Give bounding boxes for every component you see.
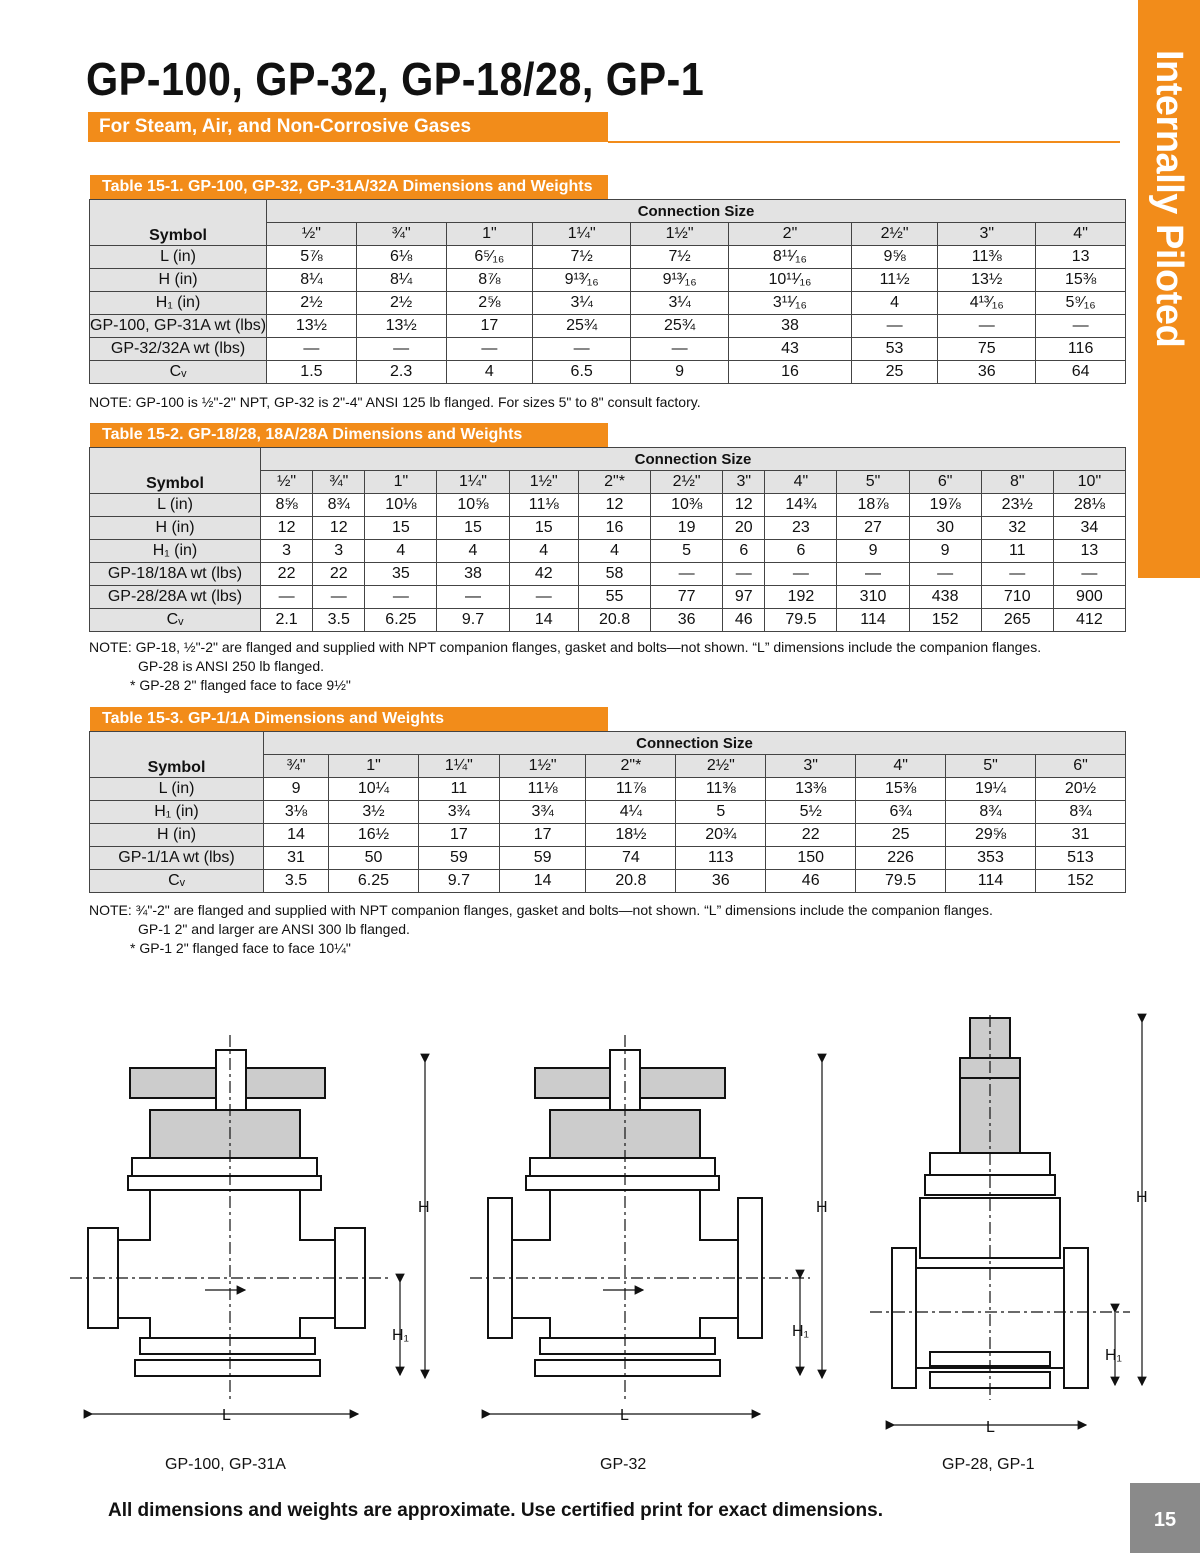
- table3-cell: 36: [676, 870, 766, 893]
- table-row: [90, 870, 1126, 893]
- table2-cell: 12: [313, 517, 365, 540]
- table3-size-header: 2½": [676, 755, 766, 778]
- table-row: [90, 801, 1126, 824]
- table2-cell: 438: [909, 586, 981, 609]
- table3-cell: 11⅜: [676, 778, 766, 801]
- table3-cell: 31: [1035, 824, 1125, 847]
- table3-cell: 3½: [329, 801, 419, 824]
- table2-cell: —: [837, 563, 909, 586]
- table2-cell: —: [981, 563, 1053, 586]
- table2-cell: 16: [578, 517, 650, 540]
- footer-disclaimer: All dimensions and weights are approximate. Use certified print for exact dimensions.: [108, 1500, 883, 1521]
- side-tab-label: Internally Piloted: [1148, 50, 1190, 348]
- table3-cell: 25: [856, 824, 946, 847]
- table3-cell: 5½: [766, 801, 856, 824]
- table2-size-header: 4": [765, 471, 837, 494]
- table2-size-header: 2"*: [578, 471, 650, 494]
- table3-cell: 74: [586, 847, 676, 870]
- table1-cell: 4¹³⁄₁₆: [938, 292, 1036, 315]
- table2-cell: 22: [261, 563, 313, 586]
- table-row: [90, 361, 1126, 384]
- table3-size-header: 6": [1035, 755, 1125, 778]
- table2-cell: 14¾: [765, 494, 837, 517]
- table2-cell: 3.5: [313, 609, 365, 632]
- table2-cell: —: [313, 586, 365, 609]
- table2-cell: 42: [509, 563, 578, 586]
- table2-cell: 14: [509, 609, 578, 632]
- table2-cell: 97: [723, 586, 765, 609]
- caption-gp100: GP-100, GP-31A: [165, 1456, 286, 1473]
- table1-connection-header: Connection Size: [267, 200, 1126, 223]
- table2-cell: 4: [365, 540, 437, 563]
- table1-row-symbol: H (in): [90, 269, 267, 292]
- table1-cell: 8¹¹⁄₁₆: [729, 246, 852, 269]
- table1-cell: 3¼: [533, 292, 631, 315]
- table1-cell: 16: [729, 361, 852, 384]
- table1-cell: 6⁵⁄₁₆: [446, 246, 533, 269]
- table1-cell: 8¼: [267, 269, 357, 292]
- table1-cell: 64: [1036, 361, 1126, 384]
- gp100-h1-label: H₁: [392, 1327, 409, 1344]
- table2-cell: 265: [981, 609, 1053, 632]
- table2-size-header: 8": [981, 471, 1053, 494]
- table3-size-header: 2"*: [586, 755, 676, 778]
- table3-cell: 17: [499, 824, 586, 847]
- table3-cell: 11: [418, 778, 499, 801]
- table1-cell: 13½: [267, 315, 357, 338]
- table2-cell: 79.5: [765, 609, 837, 632]
- table1-cell: 5⁹⁄₁₆: [1036, 292, 1126, 315]
- table3-cell: 50: [329, 847, 419, 870]
- table3-note-line1: NOTE: ¾"-2" are flanged and supplied with NPT companion flanges, gasket and bolts—not shown. “L” dimensions include the companion flanges.: [89, 902, 993, 918]
- table1-cell: 1.5: [267, 361, 357, 384]
- table3-size-header: 5": [946, 755, 1036, 778]
- table1-cell: 3¹¹⁄₁₆: [729, 292, 852, 315]
- table1-cell: 11½: [851, 269, 937, 292]
- table1-cell: —: [267, 338, 357, 361]
- table1-cell: 13½: [356, 315, 446, 338]
- table2-size-header: 1¼": [437, 471, 509, 494]
- table2-cell: 77: [651, 586, 723, 609]
- table3-size-header: 3": [766, 755, 856, 778]
- table1-cell: —: [851, 315, 937, 338]
- table2-cell: 6.25: [365, 609, 437, 632]
- table2-cell: —: [909, 563, 981, 586]
- table2-row-symbol: H₁ (in): [90, 540, 261, 563]
- gp28-h-label: H: [1136, 1189, 1148, 1206]
- table1-cell: 15⅜: [1036, 269, 1126, 292]
- table3-cell: 6¾: [856, 801, 946, 824]
- drawing-gp100: [88, 1050, 365, 1376]
- table2-size-header: 3": [723, 471, 765, 494]
- table1-cell: 13: [1036, 246, 1126, 269]
- table1-size-header: 2½": [851, 223, 937, 246]
- table2-size-header: ¾": [313, 471, 365, 494]
- table2-cell: 310: [837, 586, 909, 609]
- table2-cell: 9.7: [437, 609, 509, 632]
- table1-cell: 25¾: [533, 315, 631, 338]
- table2-cell: 6: [723, 540, 765, 563]
- table3-cell: 226: [856, 847, 946, 870]
- table3-caption: Table 15-3. GP-1/1A Dimensions and Weights: [90, 707, 608, 731]
- table2-cell: 23½: [981, 494, 1053, 517]
- table3-cell: 13⅜: [766, 778, 856, 801]
- table1-size-header: 1": [446, 223, 533, 246]
- table3-cell: 152: [1035, 870, 1125, 893]
- table2-cell: 12: [578, 494, 650, 517]
- table1-cell: 9: [631, 361, 729, 384]
- table2-cell: 3: [313, 540, 365, 563]
- table2-cell: 15: [437, 517, 509, 540]
- table1-cell: 53: [851, 338, 937, 361]
- table3-cell: 150: [766, 847, 856, 870]
- table2-cell: —: [723, 563, 765, 586]
- table3-cell: 79.5: [856, 870, 946, 893]
- table2-cell: 10⅛: [365, 494, 437, 517]
- table3-cell: 3⅛: [264, 801, 329, 824]
- page-number: 15: [1130, 1483, 1200, 1553]
- table3-cell: 14: [264, 824, 329, 847]
- gp100-l-label: L: [222, 1407, 231, 1424]
- table2-cell: 55: [578, 586, 650, 609]
- table3-cell: 6.25: [329, 870, 419, 893]
- table2-cell: 27: [837, 517, 909, 540]
- table3-size-header: 1½": [499, 755, 586, 778]
- table2-cell: 4: [437, 540, 509, 563]
- table3-cell: 17: [418, 824, 499, 847]
- table3-row-symbol: H (in): [90, 824, 264, 847]
- table1-row-symbol: L (in): [90, 246, 267, 269]
- table1-size-header: 1¼": [533, 223, 631, 246]
- table2-cell: 46: [723, 609, 765, 632]
- table2-row-symbol: GP-28/28A wt (lbs): [90, 586, 261, 609]
- table2-row-symbol: GP-18/18A wt (lbs): [90, 563, 261, 586]
- table1-cell: 116: [1036, 338, 1126, 361]
- table2-caption: Table 15-2. GP-18/28, 18A/28A Dimensions and Weights: [90, 423, 608, 447]
- table3-note-line3: * GP-1 2" flanged face to face 10¼": [130, 940, 351, 956]
- table2-cell: 15: [509, 517, 578, 540]
- table-row: [90, 847, 1126, 870]
- page-title: GP-100, GP-32, GP-18/28, GP-1: [86, 53, 705, 105]
- table2-cell: 19⅞: [909, 494, 981, 517]
- table3-cell: 114: [946, 870, 1036, 893]
- table2-cell: 3: [261, 540, 313, 563]
- table3-cell: 11⅛: [499, 778, 586, 801]
- table3-cell: 353: [946, 847, 1036, 870]
- table2-cell: 710: [981, 586, 1053, 609]
- table2-cell: 4: [578, 540, 650, 563]
- table1-cell: 3¼: [631, 292, 729, 315]
- table-row: [90, 563, 1126, 586]
- table3-cell: 22: [766, 824, 856, 847]
- table-row: [90, 494, 1126, 517]
- table3-cell: 19¼: [946, 778, 1036, 801]
- table2-cell: 8⅝: [261, 494, 313, 517]
- table-row: [90, 338, 1126, 361]
- gp100-h-label: H: [418, 1199, 430, 1216]
- table2-cell: —: [1053, 563, 1125, 586]
- table2-cell: 12: [261, 517, 313, 540]
- page-subtitle: For Steam, Air, and Non-Corrosive Gases: [88, 112, 608, 142]
- table2-cell: 6: [765, 540, 837, 563]
- table1-cell: 5⅞: [267, 246, 357, 269]
- table2-size-header: 1": [365, 471, 437, 494]
- table3-row-symbol: GP-1/1A wt (lbs): [90, 847, 264, 870]
- table2-cell: 5: [651, 540, 723, 563]
- table2-cell: 9: [909, 540, 981, 563]
- table2-cell: 30: [909, 517, 981, 540]
- table2-row-symbol: Cᵥ: [90, 609, 261, 632]
- table2-cell: —: [261, 586, 313, 609]
- table3-cell: 8¾: [1035, 801, 1125, 824]
- table2-size-header: 2½": [651, 471, 723, 494]
- table3-note-line2: GP-1 2" and larger are ANSI 300 lb flanged.: [138, 921, 410, 937]
- table1-cell: 6⅛: [356, 246, 446, 269]
- table3-cell: 59: [499, 847, 586, 870]
- table3-cell: 11⅞: [586, 778, 676, 801]
- table2-cell: 11: [981, 540, 1053, 563]
- table3-cell: 513: [1035, 847, 1125, 870]
- table1-cell: 75: [938, 338, 1036, 361]
- table2-cell: —: [765, 563, 837, 586]
- subtitle-rule: [608, 141, 1120, 143]
- table3-size-header: 1": [329, 755, 419, 778]
- table3-cell: 3.5: [264, 870, 329, 893]
- table1-cell: 9¹³⁄₁₆: [533, 269, 631, 292]
- table3-cell: 31: [264, 847, 329, 870]
- table1-symbol-header: Symbol: [90, 200, 267, 246]
- table1-cell: 2.3: [356, 361, 446, 384]
- table1-cell: —: [938, 315, 1036, 338]
- table2-symbol-header: Symbol: [90, 448, 261, 494]
- table3-cell: 46: [766, 870, 856, 893]
- table1-cell: 43: [729, 338, 852, 361]
- table-row: [90, 315, 1126, 338]
- table1-row-symbol: GP-100, GP-31A wt (lbs): [90, 315, 267, 338]
- table2-size-header: 10": [1053, 471, 1125, 494]
- table-row: [90, 824, 1126, 847]
- table1-cell: 11⅜: [938, 246, 1036, 269]
- table2-row-symbol: L (in): [90, 494, 261, 517]
- table-row: [90, 246, 1126, 269]
- table2-cell: 192: [765, 586, 837, 609]
- gp28-h1-label: H₁: [1105, 1347, 1122, 1364]
- table1-size-header: 4": [1036, 223, 1126, 246]
- table1: [89, 199, 1126, 384]
- table1-row-symbol: H₁ (in): [90, 292, 267, 315]
- table3-cell: 8¾: [946, 801, 1036, 824]
- table1-cell: 9¹³⁄₁₆: [631, 269, 729, 292]
- table1-cell: 7½: [533, 246, 631, 269]
- table3-cell: 3¾: [499, 801, 586, 824]
- table2-cell: 32: [981, 517, 1053, 540]
- table1-cell: 17: [446, 315, 533, 338]
- table3-cell: 5: [676, 801, 766, 824]
- table2-cell: 900: [1053, 586, 1125, 609]
- table3-size-header: 4": [856, 755, 946, 778]
- table2-size-header: 1½": [509, 471, 578, 494]
- table2-note-line2: GP-28 is ANSI 250 lb flanged.: [138, 658, 324, 674]
- table1-cell: 2⅝: [446, 292, 533, 315]
- table1-cell: 36: [938, 361, 1036, 384]
- table2-cell: 114: [837, 609, 909, 632]
- caption-gp32: GP-32: [600, 1456, 647, 1473]
- table3-cell: 20¾: [676, 824, 766, 847]
- table1-cell: 25¾: [631, 315, 729, 338]
- table3-cell: 15⅜: [856, 778, 946, 801]
- table2-cell: 23: [765, 517, 837, 540]
- table2-cell: 36: [651, 609, 723, 632]
- table-row: [90, 292, 1126, 315]
- table2-cell: 28⅛: [1053, 494, 1125, 517]
- table1-size-header: ¾": [356, 223, 446, 246]
- table3-size-header: ¾": [264, 755, 329, 778]
- table-row: [90, 269, 1126, 292]
- table1-cell: 4: [851, 292, 937, 315]
- table1-cell: 13½: [938, 269, 1036, 292]
- table2-cell: —: [365, 586, 437, 609]
- table3-cell: 16½: [329, 824, 419, 847]
- gp32-h1-label: H₁: [792, 1323, 809, 1340]
- table2-cell: 8¾: [313, 494, 365, 517]
- table2-cell: 11⅛: [509, 494, 578, 517]
- table1-size-header: 2": [729, 223, 852, 246]
- table3-cell: 3¾: [418, 801, 499, 824]
- table2-cell: 2.1: [261, 609, 313, 632]
- table-row: [90, 517, 1126, 540]
- table3-connection-header: Connection Size: [264, 732, 1126, 755]
- table2-cell: 15: [365, 517, 437, 540]
- gp32-h-label: H: [816, 1199, 828, 1216]
- gp28-l-label: L: [986, 1419, 995, 1436]
- table3-cell: 20½: [1035, 778, 1125, 801]
- table3-size-header: 1¼": [418, 755, 499, 778]
- table-row: [90, 540, 1126, 563]
- caption-gp28: GP-28, GP-1: [942, 1456, 1035, 1473]
- table2-row-symbol: H (in): [90, 517, 261, 540]
- table-row: [90, 778, 1126, 801]
- table3-row-symbol: Cᵥ: [90, 870, 264, 893]
- table2-cell: 12: [723, 494, 765, 517]
- table2-cell: 38: [437, 563, 509, 586]
- table2-cell: —: [437, 586, 509, 609]
- table2-cell: —: [651, 563, 723, 586]
- table2-cell: 19: [651, 517, 723, 540]
- gp32-l-label: L: [620, 1407, 629, 1424]
- table1-cell: 2½: [356, 292, 446, 315]
- table1-cell: —: [356, 338, 446, 361]
- table1-cell: 2½: [267, 292, 357, 315]
- table2-size-header: 5": [837, 471, 909, 494]
- valve-drawings: [60, 1010, 1160, 1450]
- table2-cell: 20.8: [578, 609, 650, 632]
- table2-cell: 10⅜: [651, 494, 723, 517]
- table2-cell: 34: [1053, 517, 1125, 540]
- table-row: [90, 609, 1126, 632]
- table2-cell: 412: [1053, 609, 1125, 632]
- table3-cell: 9.7: [418, 870, 499, 893]
- table1-cell: 10¹¹⁄₁₆: [729, 269, 852, 292]
- table3-row-symbol: H₁ (in): [90, 801, 264, 824]
- table3-cell: 18½: [586, 824, 676, 847]
- table1-caption: Table 15-1. GP-100, GP-32, GP-31A/32A Dimensions and Weights: [90, 175, 608, 199]
- table3-cell: 59: [418, 847, 499, 870]
- table2-cell: 35: [365, 563, 437, 586]
- table1-cell: 38: [729, 315, 852, 338]
- table2-note-line1: NOTE: GP-18, ½"-2" are flanged and supplied with NPT companion flanges, gasket and bolts—not shown. “L” dimensions include the companion flanges.: [89, 639, 1042, 655]
- table2-cell: 13: [1053, 540, 1125, 563]
- table1-cell: 25: [851, 361, 937, 384]
- table1-row-symbol: GP-32/32A wt (lbs): [90, 338, 267, 361]
- table1-cell: 6.5: [533, 361, 631, 384]
- table-row: [90, 586, 1126, 609]
- table3-cell: 29⅝: [946, 824, 1036, 847]
- table2-size-header: 6": [909, 471, 981, 494]
- table1-row-symbol: Cᵥ: [90, 361, 267, 384]
- table1-size-header: ½": [267, 223, 357, 246]
- table1-cell: —: [533, 338, 631, 361]
- table3-cell: 10¼: [329, 778, 419, 801]
- table1-cell: 9⅝: [851, 246, 937, 269]
- table1-size-header: 1½": [631, 223, 729, 246]
- table2-cell: 4: [509, 540, 578, 563]
- table2-note-line3: * GP-28 2" flanged face to face 9½": [130, 677, 351, 693]
- table1-note: NOTE: GP-100 is ½"-2" NPT, GP-32 is 2"-4" ANSI 125 lb flanged. For sizes 5" to 8" consult factory.: [89, 394, 701, 410]
- table3-symbol-header: Symbol: [90, 732, 264, 778]
- table3: [89, 731, 1126, 893]
- table2: [89, 447, 1126, 632]
- table2-size-header: ½": [261, 471, 313, 494]
- table2-cell: 20: [723, 517, 765, 540]
- table1-cell: 7½: [631, 246, 729, 269]
- table1-cell: —: [446, 338, 533, 361]
- table3-cell: 20.8: [586, 870, 676, 893]
- table2-cell: 9: [837, 540, 909, 563]
- table1-cell: 4: [446, 361, 533, 384]
- table2-cell: 22: [313, 563, 365, 586]
- table1-cell: 8¼: [356, 269, 446, 292]
- table1-cell: 8⅞: [446, 269, 533, 292]
- table2-cell: 152: [909, 609, 981, 632]
- table3-cell: 9: [264, 778, 329, 801]
- table3-cell: 4¼: [586, 801, 676, 824]
- table2-connection-header: Connection Size: [261, 448, 1126, 471]
- table3-cell: 14: [499, 870, 586, 893]
- table1-cell: —: [1036, 315, 1126, 338]
- table1-cell: —: [631, 338, 729, 361]
- table3-row-symbol: L (in): [90, 778, 264, 801]
- table2-cell: 18⅞: [837, 494, 909, 517]
- table2-cell: 58: [578, 563, 650, 586]
- table3-cell: 113: [676, 847, 766, 870]
- table1-size-header: 3": [938, 223, 1036, 246]
- table2-cell: —: [509, 586, 578, 609]
- table2-cell: 10⅝: [437, 494, 509, 517]
